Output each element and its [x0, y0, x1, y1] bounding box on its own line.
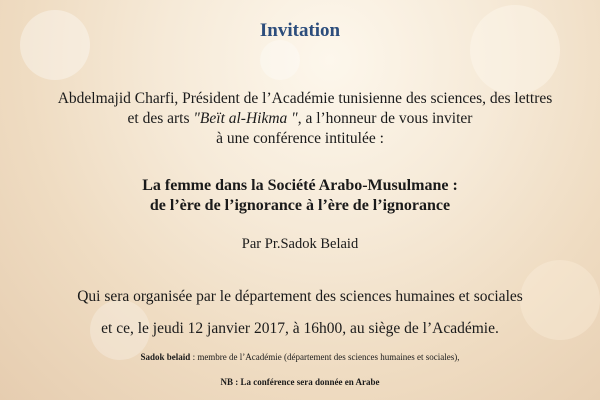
language-note: NB : La conférence sera donnée en Arabe — [220, 377, 380, 387]
speaker-note-text: : membre de l’Académie (département des sciences humaines et sociales), — [190, 352, 460, 362]
date-time-line: et ce, le jeudi 12 janvier 2017, à 16h00, au siège de l’Académie. — [101, 320, 499, 337]
intro-paragraph — [0, 89, 600, 149]
intro-line-2 — [0, 109, 600, 129]
institution-name: "Beït al-Hikma " — [193, 110, 298, 127]
intro-line-1: Abdelmajid Charfi, Président de l’Académie tunisienne des sciences, des lettres — [57, 90, 553, 107]
lecture-title-line-1: La femme dans la Société Arabo-Musulmane : — [142, 177, 458, 194]
lecture-title-line-2: de l’ère de l’ignorance à l’ère de l’ignorance — [149, 197, 451, 214]
speaker-note-name: Sadok belaid — [140, 352, 191, 362]
speaker: Par Pr.Sadok Belaid — [241, 236, 359, 252]
invitation-title: Invitation — [259, 20, 341, 41]
intro-line-2-start: et des arts — [127, 110, 194, 127]
speaker-note — [0, 352, 600, 362]
lecture-title — [0, 176, 600, 216]
organizer-line: Qui sera organisée par le département des sciences humaines et sociales — [77, 288, 523, 305]
intro-line-2-end: , a l’honneur de vous inviter — [297, 110, 473, 127]
intro-line-3: à une conférence intitulée : — [216, 130, 384, 147]
